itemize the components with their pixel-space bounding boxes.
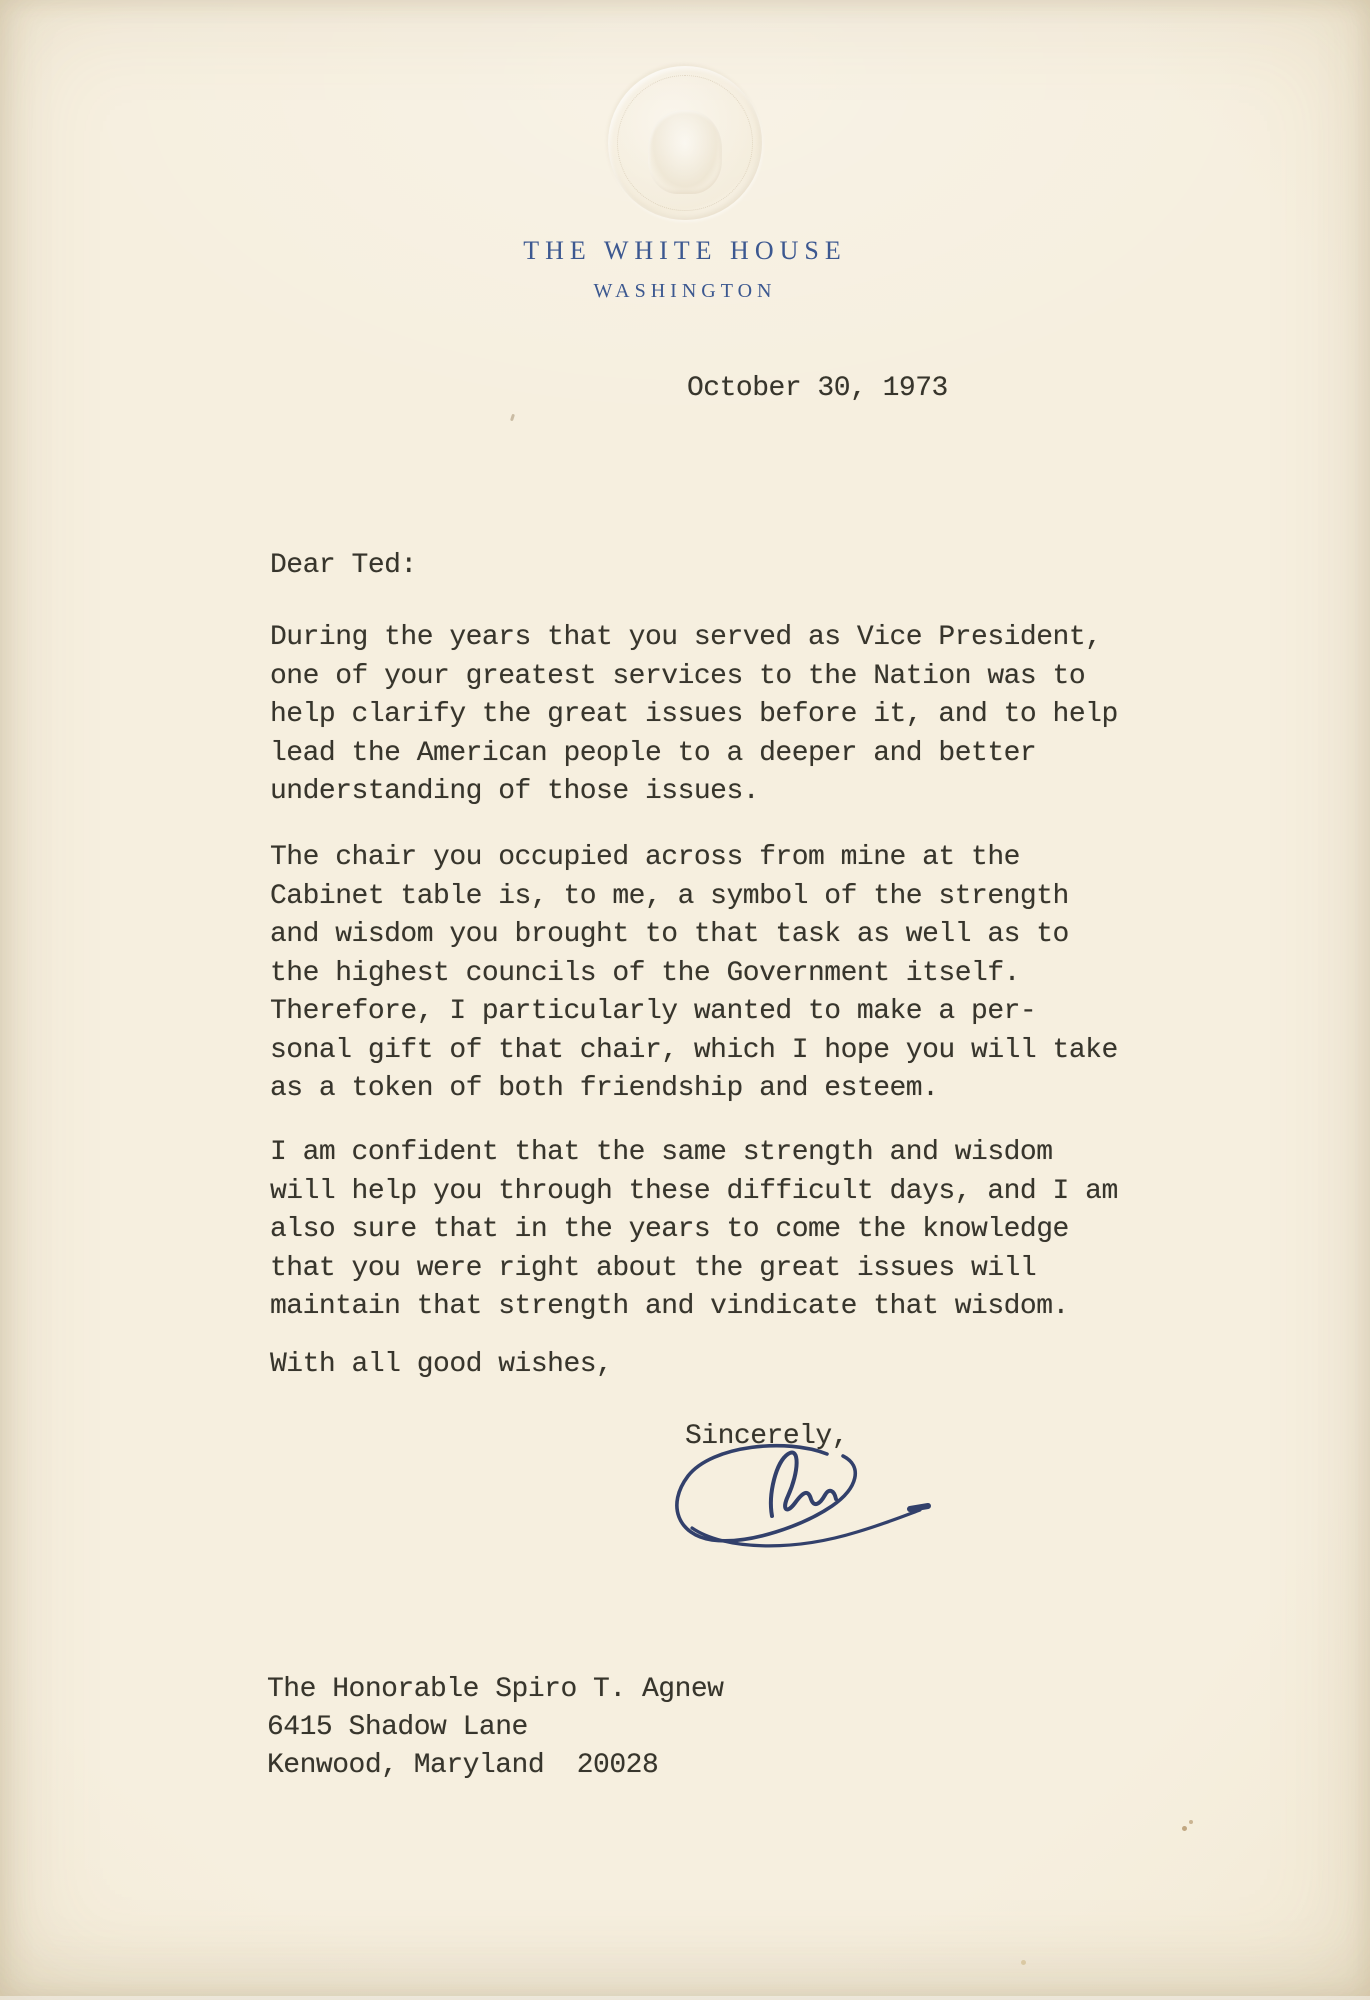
- letter-line: Therefore, I particularly wanted to make a per-: [270, 996, 1037, 1027]
- letter-line: Cabinet table is, to me, a symbol of the strength: [270, 880, 1069, 912]
- letter-line: as a token of both friendship and esteem.: [270, 1073, 939, 1104]
- letter-line: understanding of those issues.: [270, 776, 760, 807]
- scan-bottom-edge: [0, 1996, 1370, 2000]
- letter-line: will help you through these difficult days, and I am: [270, 1175, 1118, 1207]
- letterhead-title: THE WHITE HOUSE: [523, 236, 847, 265]
- paper-speck: [510, 414, 515, 422]
- letter-line: The chair you occupied across from mine at the: [270, 842, 1020, 873]
- signoff-line: Sincerely,: [685, 1421, 849, 1452]
- letter-line: I am confident that the same strength and wisdom: [270, 1137, 1053, 1168]
- signature-ink-icon: [662, 1436, 952, 1566]
- seal-eagle-relief: [648, 110, 722, 194]
- recipient-address: [267, 1671, 723, 1785]
- paper-speck: [1021, 1960, 1026, 1965]
- closing-line: With all good wishes,: [270, 1349, 613, 1380]
- letter-line: that you were right about the great issues will: [270, 1252, 1037, 1284]
- recipient-line: Kenwood, Maryland 20028: [267, 1750, 659, 1781]
- body-paragraph-3: [270, 1134, 1118, 1327]
- letterhead: [0, 236, 1370, 303]
- body-paragraph-2: [270, 839, 1118, 1109]
- date-line: October 30, 1973: [687, 373, 948, 404]
- recipient-line: The Honorable Spiro T. Agnew: [267, 1674, 724, 1705]
- letter-line: the highest councils of the Government itself.: [270, 957, 1020, 989]
- body-paragraph-1: [270, 619, 1118, 812]
- letterhead-subtitle: WASHINGTON: [593, 280, 777, 302]
- recipient-line: 6415 Shadow Lane: [267, 1712, 528, 1743]
- paper-speck: [1182, 1826, 1187, 1831]
- letter-line: one of your greatest services to the Nation was to: [270, 660, 1086, 692]
- paper-speck: [1189, 1820, 1193, 1824]
- letter-line: sonal gift of that chair, which I hope you will take: [270, 1034, 1118, 1066]
- presidential-seal-emboss-icon: [608, 66, 762, 220]
- letter-line: maintain that strength and vindicate that wisdom.: [270, 1291, 1069, 1322]
- letter-line: help clarify the great issues before it, and to help: [270, 699, 1118, 730]
- letter-line: also sure that in the years to come the knowledge: [270, 1214, 1069, 1245]
- letter-line: During the years that you served as Vice President,: [270, 622, 1102, 653]
- salutation: Dear Ted:: [270, 550, 417, 581]
- letter-line: and wisdom you brought to that task as well as to: [270, 919, 1069, 950]
- letter-line: lead the American people to a deeper and better: [270, 737, 1037, 769]
